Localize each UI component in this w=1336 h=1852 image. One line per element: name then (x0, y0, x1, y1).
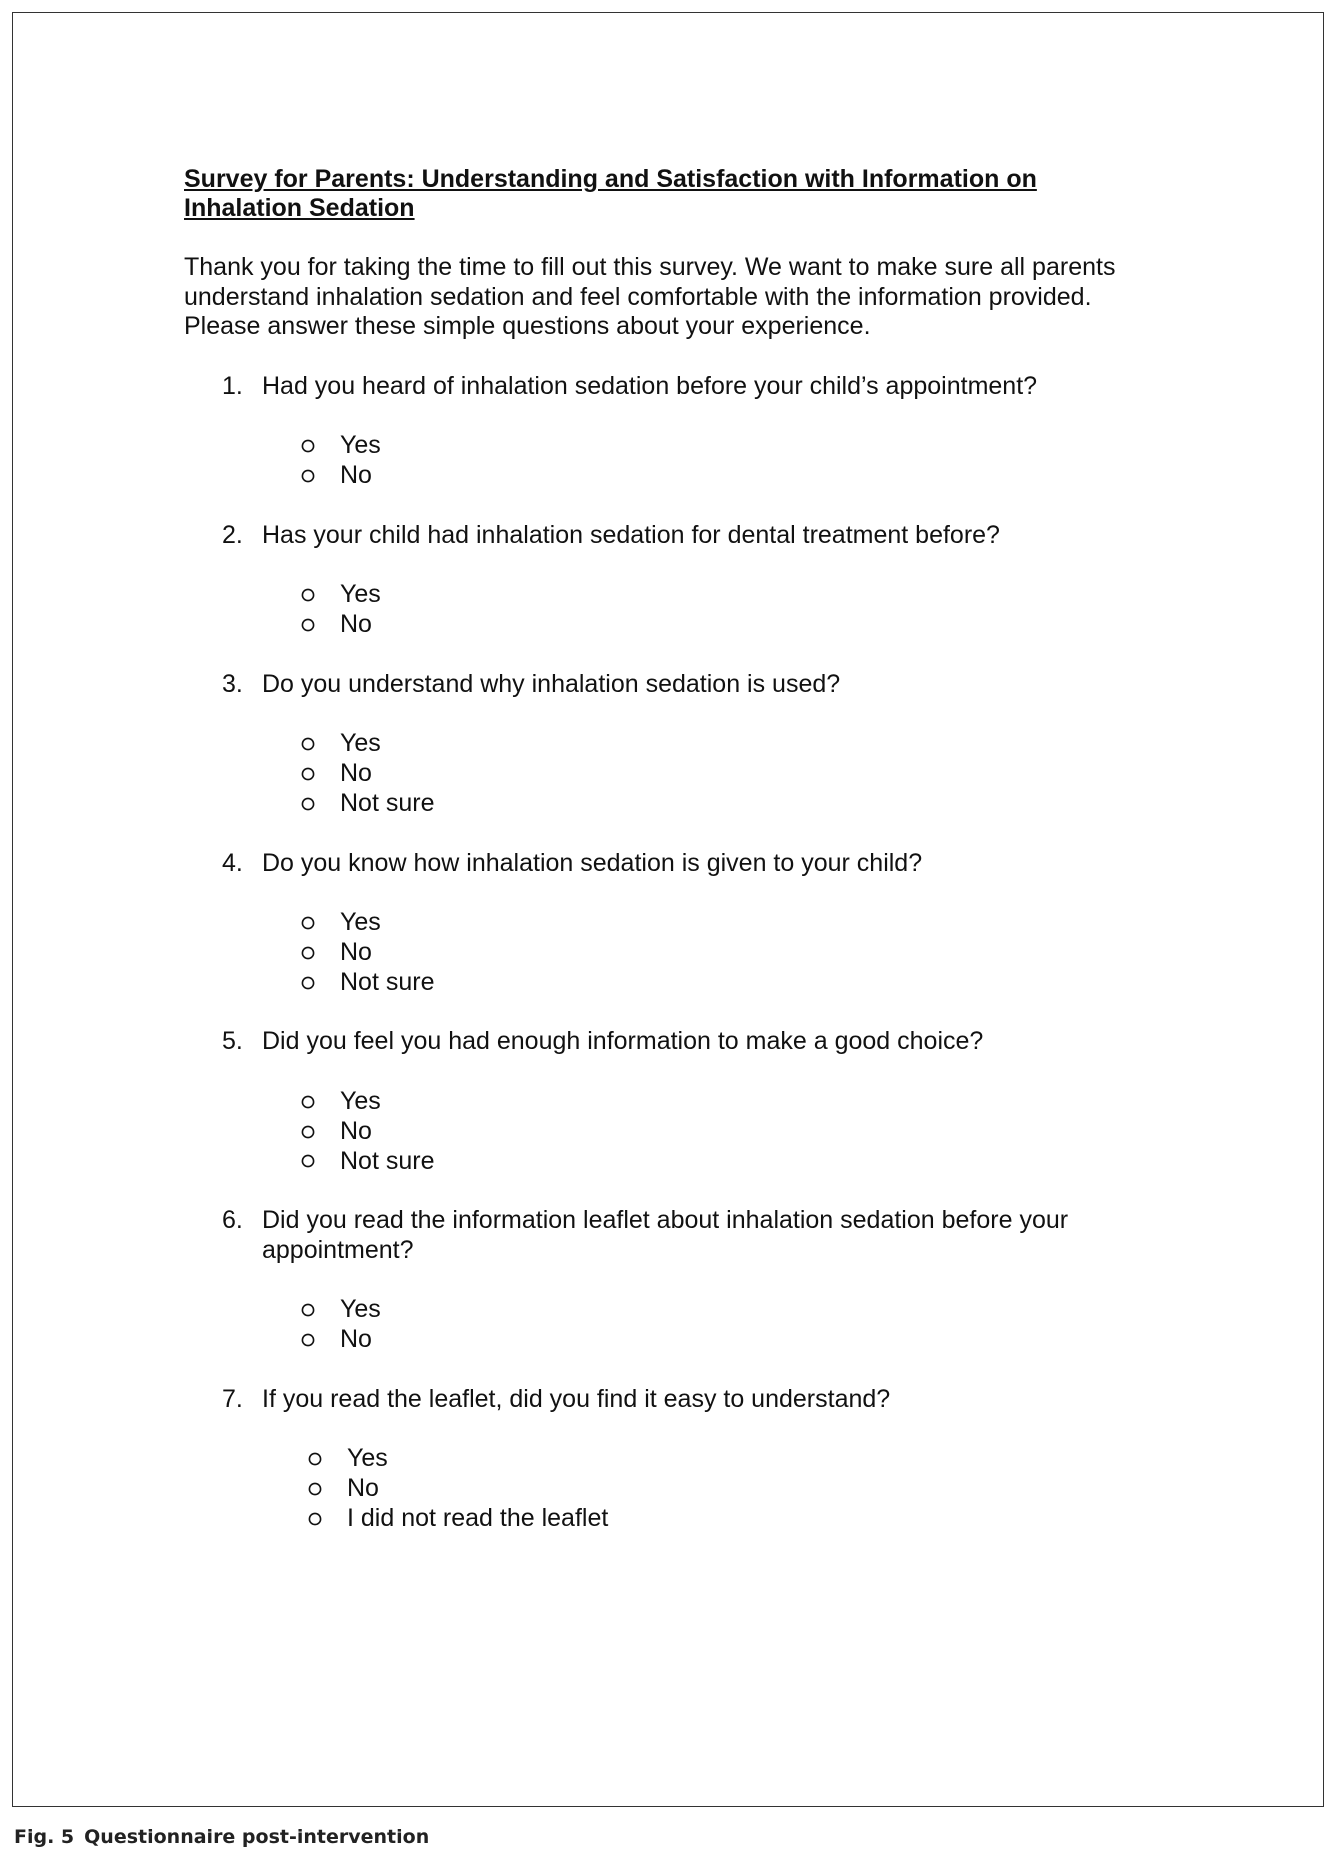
question-line (184, 521, 1184, 551)
answer-option-label: No (347, 1474, 379, 1503)
answer-option-label: Yes (340, 580, 381, 609)
question-line (184, 372, 1184, 402)
question-item-7 (184, 1385, 1184, 1534)
answer-option[interactable] (184, 938, 1184, 968)
answer-option[interactable] (184, 1147, 1184, 1177)
answer-options (184, 1444, 1184, 1533)
answer-options (184, 1295, 1184, 1355)
question-number: 4. (222, 848, 243, 877)
question-item-2 (184, 521, 1184, 640)
answer-option[interactable] (184, 789, 1184, 819)
answer-option-label: No (340, 758, 372, 787)
radio-circle-icon[interactable] (300, 915, 316, 931)
question-line (184, 1385, 1184, 1415)
question-number: 7. (222, 1384, 243, 1413)
answer-option-label: Not sure (340, 788, 435, 817)
radio-circle-icon[interactable] (300, 1094, 316, 1110)
question-line (184, 1206, 1184, 1265)
question-number-cell (184, 521, 262, 551)
answer-option[interactable] (184, 1474, 1184, 1504)
survey-intro: Thank you for taking the time to fill out this survey. We want to make sure all parents understand inhalation sedation and feel comfortable with the information provided. Please answer these simple questions about your experience. (184, 253, 1116, 340)
radio-circle-icon[interactable] (300, 975, 316, 991)
answer-option[interactable] (184, 1295, 1184, 1325)
radio-circle-icon[interactable] (300, 468, 316, 484)
question-number-cell (184, 1385, 262, 1415)
answer-option-label: No (340, 609, 372, 638)
figure-label: Fig. 5 (14, 1826, 75, 1848)
answer-option[interactable] (184, 580, 1184, 610)
answer-option-label: Yes (347, 1444, 388, 1473)
question-line (184, 1027, 1184, 1057)
radio-circle-icon[interactable] (300, 766, 316, 782)
answer-option[interactable] (184, 431, 1184, 461)
question-text: Has your child had inhalation sedation for dental treatment before? (262, 520, 1000, 549)
answer-options (184, 729, 1184, 818)
question-number-cell (184, 372, 262, 402)
answer-options (184, 580, 1184, 640)
answer-option[interactable] (184, 1325, 1184, 1355)
answer-option[interactable] (184, 729, 1184, 759)
radio-circle-icon[interactable] (300, 796, 316, 812)
figure-caption (14, 1826, 429, 1848)
answer-option-label: Yes (340, 431, 381, 459)
answer-options (184, 431, 1184, 491)
radio-circle-icon[interactable] (300, 736, 316, 752)
radio-circle-icon[interactable] (307, 1511, 323, 1527)
answer-option-label: Yes (340, 1086, 381, 1115)
radio-circle-icon[interactable] (300, 438, 316, 454)
answer-option[interactable] (184, 610, 1184, 640)
answer-option-label: No (340, 1325, 372, 1354)
answer-option-label: No (340, 937, 372, 966)
figure-caption-text: Questionnaire post-intervention (84, 1826, 430, 1848)
question-number-cell (184, 849, 262, 879)
answer-option-label: Not sure (340, 1146, 435, 1175)
question-text: Did you feel you had enough information to make a good choice? (262, 1027, 984, 1056)
answer-option-label: Yes (340, 908, 381, 937)
answer-option[interactable] (184, 1087, 1184, 1117)
survey-document (184, 165, 1184, 1564)
radio-circle-icon[interactable] (300, 1153, 316, 1169)
answer-option-label: Not sure (340, 967, 435, 996)
question-text: Did you read the information leaflet about inhalation sedation before your appointment? (262, 1206, 1069, 1264)
question-text: If you read the leaflet, did you find it easy to understand? (262, 1384, 891, 1413)
radio-circle-icon[interactable] (300, 1332, 316, 1348)
answer-option[interactable] (184, 461, 1184, 491)
answer-option[interactable] (184, 759, 1184, 789)
answer-options (184, 908, 1184, 997)
question-item-3 (184, 670, 1184, 819)
answer-option-label: No (340, 460, 372, 489)
question-number-cell (184, 670, 262, 700)
answer-option[interactable] (184, 1504, 1184, 1534)
radio-circle-icon[interactable] (300, 587, 316, 603)
question-text: Had you heard of inhalation sedation before your child’s appointment? (262, 371, 1038, 400)
answer-option-label: Yes (340, 1295, 381, 1324)
question-text: Do you understand why inhalation sedation is used? (262, 669, 841, 698)
question-text: Do you know how inhalation sedation is given to your child? (262, 848, 923, 877)
radio-circle-icon[interactable] (300, 945, 316, 961)
answer-option[interactable] (184, 1117, 1184, 1147)
question-number-cell (184, 1206, 262, 1265)
question-list (184, 372, 1184, 1534)
answer-option-label: Yes (340, 729, 381, 758)
radio-circle-icon[interactable] (307, 1451, 323, 1467)
question-item-1 (184, 372, 1184, 491)
radio-circle-icon[interactable] (300, 617, 316, 633)
survey-title-line-1: Survey for Parents: Understanding and Satisfaction with Information on (184, 165, 1037, 193)
question-number: 1. (222, 371, 243, 400)
question-line (184, 849, 1184, 879)
answer-option[interactable] (184, 908, 1184, 938)
answer-option-label: I did not read the leaflet (347, 1504, 609, 1533)
radio-circle-icon[interactable] (300, 1124, 316, 1140)
question-line (184, 670, 1184, 700)
answer-options (184, 1087, 1184, 1176)
answer-option[interactable] (184, 968, 1184, 998)
radio-circle-icon[interactable] (307, 1481, 323, 1497)
question-number: 5. (222, 1027, 243, 1056)
survey-title (184, 165, 1184, 223)
question-item-4 (184, 849, 1184, 998)
question-item-6 (184, 1206, 1184, 1355)
question-number-cell (184, 1027, 262, 1057)
answer-option-label: No (340, 1116, 372, 1145)
question-item-5 (184, 1027, 1184, 1176)
question-number: 6. (222, 1206, 243, 1235)
survey-title-line-2: Inhalation Sedation (184, 194, 415, 222)
question-number: 3. (222, 669, 243, 698)
radio-circle-icon[interactable] (300, 1302, 316, 1318)
question-number: 2. (222, 520, 243, 549)
answer-option[interactable] (184, 1444, 1184, 1474)
